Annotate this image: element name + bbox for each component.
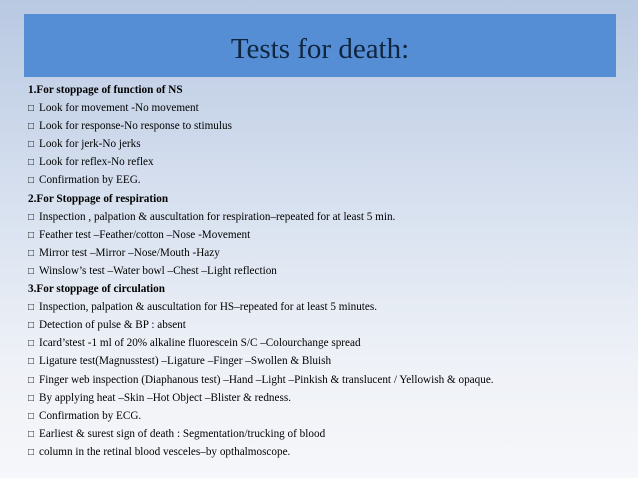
bullet-text: Look for jerk-No jerks bbox=[39, 138, 141, 151]
bullet-box-icon: □ bbox=[28, 320, 35, 332]
bullet-box-icon: □ bbox=[28, 229, 35, 241]
bullet-box-icon: □ bbox=[28, 121, 35, 133]
bullet-item bbox=[28, 443, 628, 461]
bullet-item bbox=[28, 171, 628, 189]
slide-content bbox=[28, 81, 628, 461]
bullet-box-icon: □ bbox=[28, 338, 35, 350]
bullet-text: Inspection, palpation & auscultation for HS–repeated for at least 5 minutes. bbox=[39, 301, 378, 314]
section-heading-text: 3.For stoppage of circulation bbox=[28, 283, 165, 296]
bullet-text: column in the retinal blood vesceles–by opthalmoscope. bbox=[39, 445, 291, 458]
bullet-box-icon: □ bbox=[28, 446, 35, 458]
bullet-item bbox=[28, 117, 628, 135]
bullet-text: Inspection , palpation & auscultation for respiration–repeated for at least 5 min. bbox=[39, 210, 396, 223]
bullet-item bbox=[28, 334, 628, 352]
bullet-text: Detection of pulse & BP : absent bbox=[39, 319, 186, 332]
bullet-item bbox=[28, 425, 628, 443]
bullet-item bbox=[28, 135, 628, 153]
bullet-box-icon: □ bbox=[28, 265, 35, 277]
bullet-item bbox=[28, 153, 628, 171]
section-heading bbox=[28, 280, 628, 298]
bullet-text: Confirmation by ECG. bbox=[39, 409, 142, 422]
bullet-item bbox=[28, 352, 628, 370]
bullet-item bbox=[28, 99, 628, 117]
bullet-item bbox=[28, 389, 628, 407]
bullet-box-icon: □ bbox=[28, 428, 35, 440]
bullet-text: Ligature test(Magnusstest) –Ligature –Finger –Swollen & Bluish bbox=[39, 355, 332, 368]
bullet-box-icon: □ bbox=[28, 356, 35, 368]
bullet-box-icon: □ bbox=[28, 410, 35, 422]
bullet-text: Winslow’s test –Water bowl –Chest –Light reflection bbox=[39, 264, 277, 277]
bullet-box-icon: □ bbox=[28, 103, 35, 115]
bullet-item bbox=[28, 407, 628, 425]
bullet-box-icon: □ bbox=[28, 302, 35, 314]
bullet-text: By applying heat –Skin –Hot Object –Blister & redness. bbox=[39, 391, 291, 404]
bullet-item bbox=[28, 208, 628, 226]
bullet-text: Look for movement -No movement bbox=[39, 102, 199, 115]
bullet-text: Earliest & surest sign of death : Segmentation/trucking of blood bbox=[39, 427, 326, 440]
bullet-box-icon: □ bbox=[28, 247, 35, 259]
bullet-item bbox=[28, 262, 628, 280]
bullet-text: Look for response-No response to stimulus bbox=[39, 120, 232, 133]
bullet-item bbox=[28, 244, 628, 262]
section-heading-text: 1.For stoppage of function of NS bbox=[28, 84, 183, 96]
bullet-item bbox=[28, 371, 628, 389]
bullet-text: Feather test –Feather/cotton –Nose -Movement bbox=[39, 228, 251, 241]
slide-title: Tests for death: bbox=[230, 33, 410, 65]
bullet-box-icon: □ bbox=[28, 211, 35, 223]
bullet-text: Finger web inspection (Diaphanous test) –Hand –Light –Pinkish & translucent / Yellowish & opaque. bbox=[39, 373, 494, 386]
section-heading bbox=[28, 190, 628, 208]
bullet-item bbox=[28, 316, 628, 334]
section-heading bbox=[28, 81, 628, 99]
bullet-box-icon: □ bbox=[28, 392, 35, 404]
section-heading-text: 2.For Stoppage of respiration bbox=[28, 192, 169, 205]
bullet-box-icon: □ bbox=[28, 157, 35, 169]
bullet-text: Confirmation by EEG. bbox=[39, 174, 141, 187]
bullet-text: Mirror test –Mirror –Nose/Mouth -Hazy bbox=[39, 246, 220, 259]
bullet-text: Icard’stest -1 ml of 20% alkaline fluorescein S/C –Colourchange spread bbox=[39, 337, 361, 350]
bullet-box-icon: □ bbox=[28, 175, 35, 187]
bullet-item bbox=[28, 226, 628, 244]
bullet-text: Look for reflex-No reflex bbox=[39, 156, 154, 169]
bullet-box-icon: □ bbox=[28, 139, 35, 151]
bullet-box-icon: □ bbox=[28, 374, 35, 386]
bullet-item bbox=[28, 298, 628, 316]
title-bar bbox=[24, 14, 616, 77]
